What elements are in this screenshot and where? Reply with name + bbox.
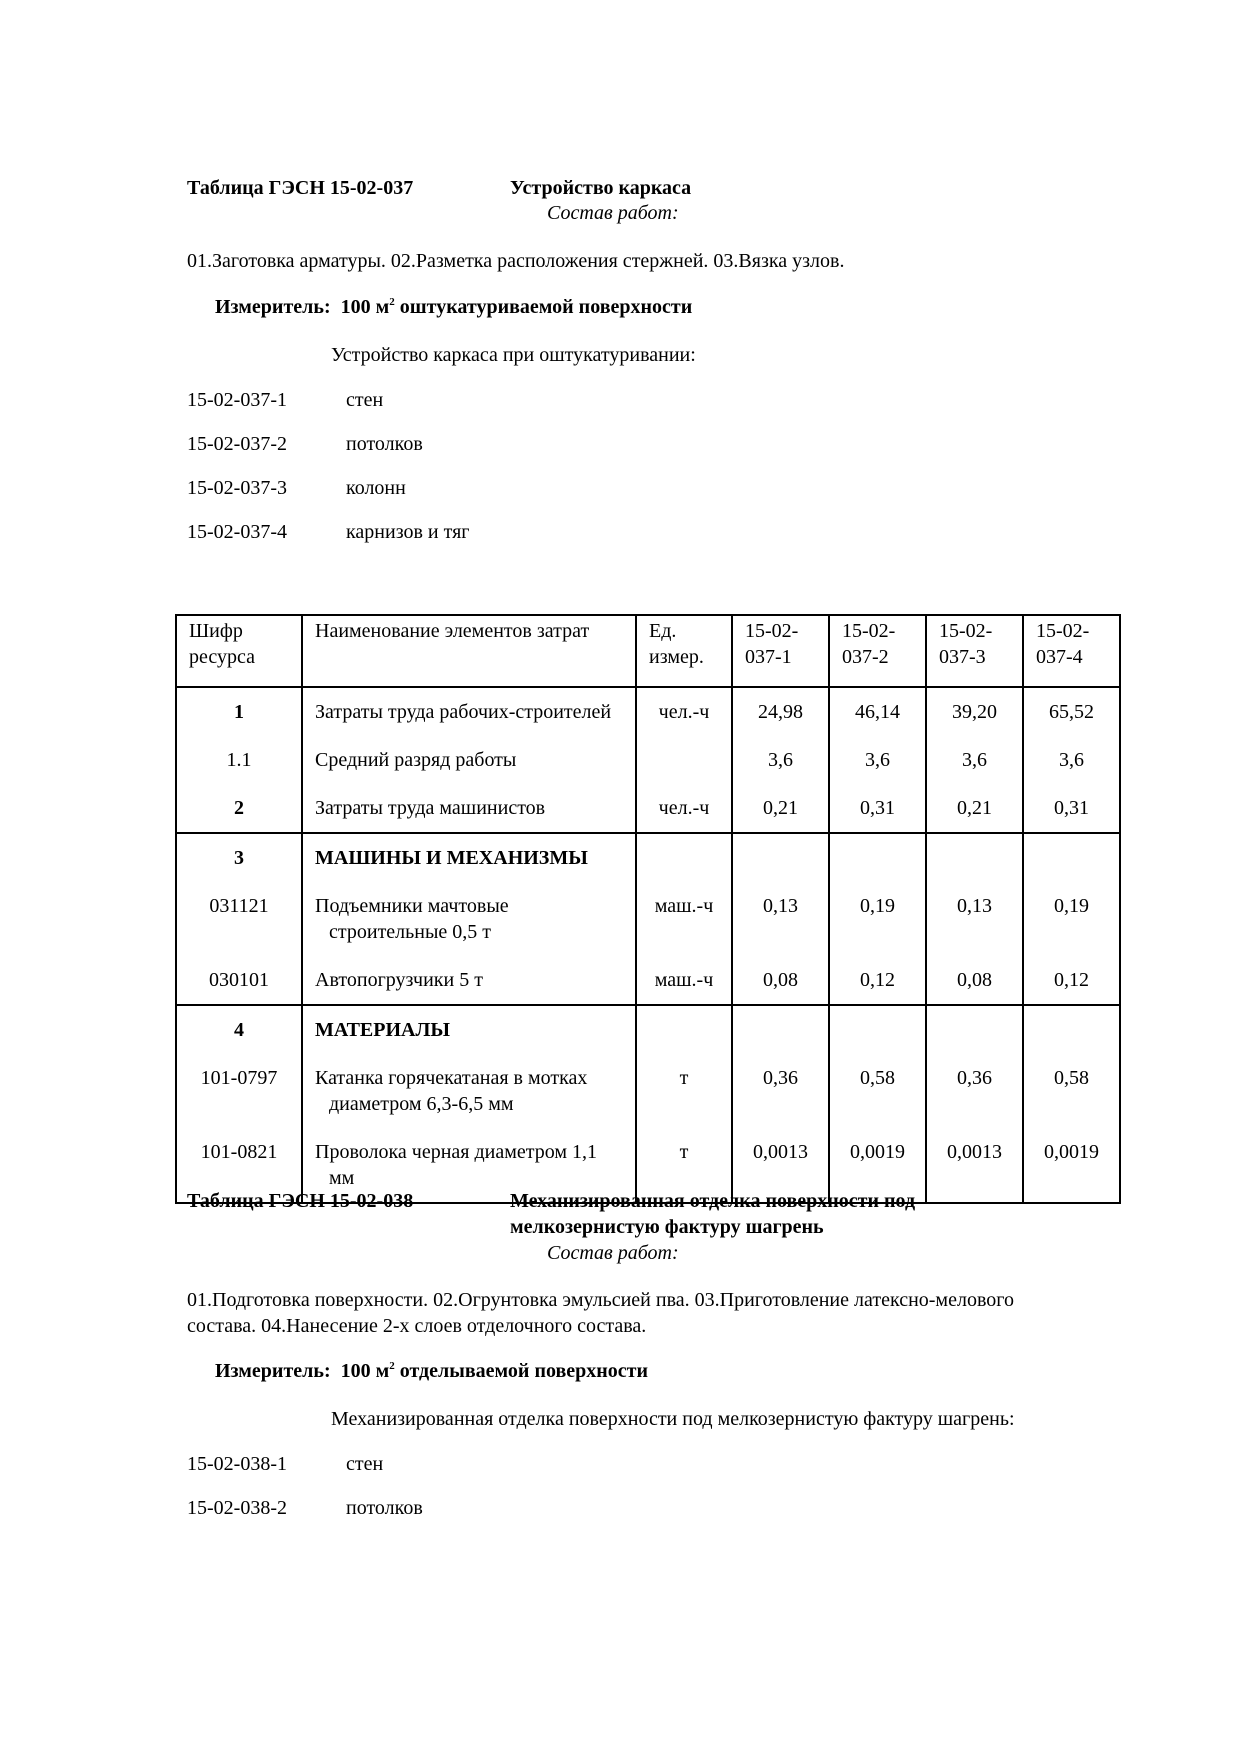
row-unit: чел.-ч (636, 784, 732, 833)
row-value: 0,58 (829, 1054, 926, 1128)
meter-rest: отделываемой поверхности (394, 1360, 649, 1382)
row-name: Затраты труда машинистов (302, 784, 636, 833)
row-value: 24,98 (732, 687, 829, 736)
row-value: 3,6 (732, 736, 829, 784)
section-code: 3 (176, 833, 302, 882)
composition-label: Состав работ: (547, 1242, 679, 1264)
table-title-line2: мелкозернистую фактуру шагрень (510, 1216, 824, 1238)
table-row (176, 736, 1120, 784)
row-name: Затраты труда рабочих-строителей (302, 687, 636, 736)
subtitle: Устройство каркаса при оштукатуривании: (331, 344, 696, 366)
table-label: Таблица ГЭСН 15-02-037 (187, 177, 414, 199)
header-name: Наименование элементов затрат (302, 615, 636, 687)
meter-sup: 2 (389, 1360, 395, 1372)
row-value: 3,6 (926, 736, 1023, 784)
composition-text-line2: состава. 04.Нанесение 2-х слоев отделочного состава. (187, 1315, 647, 1337)
row-value: 0,13 (926, 882, 1023, 956)
row-name: Автопогрузчики 5 т (302, 956, 636, 1005)
table-row (176, 882, 1120, 956)
row-value: 0,0013 (926, 1128, 1023, 1203)
item-code: 15-02-037-3 (187, 477, 287, 499)
table-header-row (176, 615, 1120, 687)
meter-rest: оштукатуриваемой поверхности (394, 296, 693, 318)
row-code: 1 (176, 687, 302, 736)
item-code: 15-02-037-2 (187, 433, 287, 455)
subtitle: Механизированная отделка поверхности под мелкозернистую фактуру шагрень: (331, 1408, 1015, 1430)
composition-text: 01.Заготовка арматуры. 02.Разметка расположения стержней. 03.Вязка узлов. (187, 250, 845, 272)
item-name: потолков (346, 1497, 423, 1519)
item-name: колонн (346, 477, 406, 499)
row-value: 0,0019 (1023, 1128, 1120, 1203)
row-code: 2 (176, 784, 302, 833)
row-value: 46,14 (829, 687, 926, 736)
row-code: 1.1 (176, 736, 302, 784)
row-value: 0,31 (829, 784, 926, 833)
item-name: карнизов и тяг (346, 521, 470, 543)
section-name: МАТЕРИАЛЫ (302, 1005, 636, 1054)
row-name (302, 882, 636, 956)
row-value: 0,08 (732, 956, 829, 1005)
row-value: 3,6 (1023, 736, 1120, 784)
section-code: 4 (176, 1005, 302, 1054)
meter-value: 100 м (340, 296, 390, 318)
meter-label: Измеритель: (215, 1360, 331, 1382)
table-row (176, 956, 1120, 1005)
row-value: 0,0013 (732, 1128, 829, 1203)
row-unit (636, 736, 732, 784)
row-value: 0,0019 (829, 1128, 926, 1203)
table-row (176, 1054, 1120, 1128)
section-name: МАШИНЫ И МЕХАНИЗМЫ (302, 833, 636, 882)
row-value: 39,20 (926, 687, 1023, 736)
table-label: Таблица ГЭСН 15-02-038 (187, 1190, 414, 1212)
resource-table (175, 614, 1121, 1204)
row-name-line2: диаметром 6,3-6,5 мм (329, 1093, 514, 1115)
table-section-row (176, 833, 1120, 882)
row-value: 65,52 (1023, 687, 1120, 736)
header-unit: Ед. измер. (636, 615, 732, 687)
row-unit: маш.-ч (636, 956, 732, 1005)
row-value: 0,36 (732, 1054, 829, 1128)
row-name-line1: Катанка горячекатаная в мотках (315, 1067, 588, 1089)
row-name-line2: мм (329, 1167, 355, 1189)
row-name-line1: Проволока черная диаметром 1,1 (315, 1141, 598, 1163)
row-code: 031121 (176, 882, 302, 956)
table-section-row (176, 1005, 1120, 1054)
item-code: 15-02-037-1 (187, 389, 287, 411)
row-unit: т (636, 1054, 732, 1128)
row-name (302, 1054, 636, 1128)
row-value: 0,31 (1023, 784, 1120, 833)
item-name: потолков (346, 433, 423, 455)
row-unit: чел.-ч (636, 687, 732, 736)
row-value: 0,58 (1023, 1054, 1120, 1128)
row-name: Средний разряд работы (302, 736, 636, 784)
row-code: 101-0821 (176, 1128, 302, 1203)
row-value: 0,12 (1023, 956, 1120, 1005)
row-name-line1: Подъемники мачтовые (315, 895, 509, 917)
item-code: 15-02-038-2 (187, 1497, 287, 1519)
row-value: 0,21 (926, 784, 1023, 833)
item-code: 15-02-038-1 (187, 1453, 287, 1475)
item-code: 15-02-037-4 (187, 521, 287, 543)
item-name: стен (346, 1453, 384, 1475)
table-title-line1: Механизированная отделка поверхности под (510, 1190, 916, 1212)
row-value: 0,08 (926, 956, 1023, 1005)
row-value: 0,36 (926, 1054, 1023, 1128)
row-name-line2: строительные 0,5 т (329, 921, 492, 943)
row-value: 0,13 (732, 882, 829, 956)
row-value: 3,6 (829, 736, 926, 784)
composition-label: Состав работ: (547, 202, 679, 224)
row-value: 0,19 (829, 882, 926, 956)
row-value: 0,21 (732, 784, 829, 833)
header-v4: 15-02-037-4 (1023, 615, 1120, 687)
header-v1: 15-02-037-1 (732, 615, 829, 687)
meter-line (215, 294, 692, 320)
header-v2: 15-02-037-2 (829, 615, 926, 687)
row-code: 101-0797 (176, 1054, 302, 1128)
table-title: Устройство каркаса (510, 177, 692, 199)
row-value: 0,19 (1023, 882, 1120, 956)
meter-sup: 2 (389, 296, 395, 308)
composition-text-line1: 01.Подготовка поверхности. 02.Огрунтовка эмульсией пва. 03.Приготовление латексно-мелового (187, 1289, 1014, 1311)
row-unit: маш.-ч (636, 882, 732, 956)
header-code: Шифр ресурса (176, 615, 302, 687)
row-value: 0,12 (829, 956, 926, 1005)
header-v3: 15-02-037-3 (926, 615, 1023, 687)
item-name: стен (346, 389, 384, 411)
table-row (176, 784, 1120, 833)
meter-label: Измеритель: (215, 296, 331, 318)
row-code: 030101 (176, 956, 302, 1005)
meter-value: 100 м (340, 1360, 390, 1382)
meter-line (215, 1358, 648, 1384)
table-row (176, 687, 1120, 736)
row-unit: т (636, 1128, 732, 1203)
